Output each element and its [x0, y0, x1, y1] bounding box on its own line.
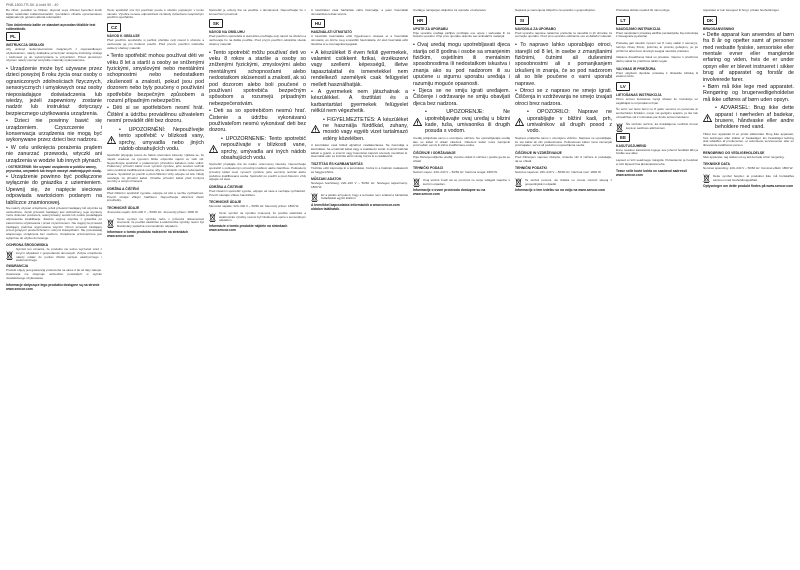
section-heading: ÚDRŽBA A ČIŠTĚNÍ [107, 186, 139, 191]
body-text: Vaikams draudžiama žaisti su prietaisu. Valymo ir priežiūros darbų vaikai be priežiūros atlikti negali. [616, 55, 698, 63]
language-code-badge: HR [413, 16, 427, 25]
body-text: Napravo priključite samo v ozemljeno vtičnico. Naprave ne uporabljajte, če sta kabel ali vtič poškodovana. Poškodovan kabel mora zamenjati proizvajalec, servis ali podobno usposobljena oseba. [515, 135, 612, 148]
safety-paragraph: • A készüléket 8 éven felüli gyermekek, valamint csökkent fizikai, érzékszervi vagy szellemi képességű, illetve tapasztalattal és ismeretekkel nem rendelkező személyek csak felügyelet mellett használhatják. [311, 49, 408, 88]
section-heading: TISZTÍTÁS ÉS KARBANTARTÁS [311, 162, 363, 167]
language-section-header [616, 82, 698, 91]
section-heading: VALYMAS IR PRIEŽIŪRA [616, 66, 656, 71]
warning-triangle-icon [107, 136, 116, 144]
warning-text: • UPOZORNENIE: Tento spotrebič nepoužívajte v blízkosti vane, sprchy, umývadla ani iných nádob obsahujúcich vodu. [221, 135, 306, 162]
body-text: Enne seadme kasutamist lugege see juhend hoolikalt läbi ja hoidke see alles. [616, 147, 698, 156]
language-code-badge: PL [6, 32, 20, 41]
manual-column-4 [311, 9, 408, 566]
language-code-badge: LV [616, 82, 630, 91]
disposal-notice [107, 218, 204, 229]
section-heading: RENGØRING OG VEDLIGEHOLDELSE [703, 150, 765, 155]
disposal-text: Ovaj simbol znači da se proizvod ne smije odlagati zajedno s kućnim otpadom. [423, 177, 510, 186]
bold-note: A termékkel kapcsolatos információk a www.sencor.com oldalon találhatók. [311, 202, 400, 211]
bold-note: • OSTRZEŻENIE: Nie używać urządzenia w pobliżu wanny, prysznica, umywalek lub innych naczyń zawierających wodę. [6, 165, 102, 174]
section-heading: TECHNICKÉ ÚDAJE [107, 206, 140, 211]
body-text: Pred uporabo naprave natančno preberite ta navodila in jih shranite za poznejšo uporabo. Pred prvo uporabo odstranite ves embalažni material. [515, 30, 612, 39]
warning-notice [107, 126, 204, 154]
warning-text: • OPOZORILO: Naprave ne uporabljajte v bližini kadi, prh, umivalnikov ali drugih posod z vodo. [527, 109, 612, 135]
crossed-out-wheelie-bin-icon [515, 178, 522, 187]
language-section-header [413, 16, 510, 25]
safety-paragraph: • Børn må ikke lege med apparatet. Rengøring og brugervedligeholdelse må ikke udføres af børn uden opsyn. [703, 83, 794, 103]
body-text: Uređaj priključujte samo u uzemljenu utičnicu. Ne upotrebljavajte uređaj ako su kabel ili utikač oštećeni. Oštećeni kabel mora zamijeniti proizvođač, servis ili slično kvalificirana osoba. [413, 135, 510, 148]
body-text: Apparatet er kun beregnet til brug i private husholdninger. [703, 9, 780, 12]
warning-text: • ADVARSEL: Brug ikke dette apparat i nærheden af badekar, brusere, håndvaske eller andre beholdere med vand. [715, 105, 794, 131]
section-heading: INSTRUKCJA OBSŁUGI [6, 43, 45, 48]
disposal-text: Ez a jelölés azt jelenti, hogy a terméket nem szabad a háztartási hulladékkal együtt kidobni. [321, 192, 408, 201]
warning-notice [311, 116, 408, 144]
disposal-text: Tento symbol na výrobku znamená, že použité elektrické a elektronické výrobky nesmú byť likvidované spolu s komunálnym odpadom. [219, 211, 306, 223]
disposal-notice [209, 212, 306, 223]
language-code-badge: LT [616, 16, 630, 25]
warning-triangle-icon [413, 118, 422, 126]
body-text: Spotrebič je určený iba na použitie v domácnosti. Nepoužívajte ho v komerčnom prostredí. [209, 9, 306, 16]
language-section-header [703, 16, 794, 25]
body-text: Produkt objęty jest gwarancją producenta na okres 2 lat od daty zakupu. Gwarancja nie obejmuje uszkodzeń powstałych w wyniku niewłaściwego użytkowania. [6, 268, 102, 280]
safety-paragraph: • Otroci se z napravo ne smejo igrati. Čiščenja in vzdrževanja ne smejo izvajati otroci brez nadzora. [515, 87, 612, 107]
body-text: Pirms ierīces lietošanas rūpīgi izlasiet šo instrukciju un saglabājiet to turpmākai uzziņai. [616, 97, 698, 105]
section-heading: GWARANCJA [6, 264, 29, 269]
language-code-badge: DK [703, 16, 717, 25]
body-text: Tisztítás előtt kapcsolja ki a készüléket, húzza ki a hálózati csatlakozót és hagyja kihűlni. [311, 166, 408, 174]
language-code-badge: CZ [107, 23, 121, 32]
crossed-out-wheelie-bin-icon [209, 213, 216, 222]
warning-notice [413, 108, 510, 136]
disposal-text: Šis simbols nozīmē, ka izstrādājumu nedrīkst izmest kopā ar sadzīves atkritumiem. [626, 122, 698, 131]
safety-paragraph: • Djeca se ne smiju igrati uređajem. Čišćenje i održavanje ne smiju obavljati djeca bez nadzora. [413, 87, 510, 107]
body-text: Sluk apparatet, tag stikket ud og lad det køle af før rengøring. [703, 154, 785, 159]
warning-notice [209, 135, 306, 163]
disposal-text: Ta simbol pomeni, da izdelka ne smete odvreči skupaj z gospodinjskimi odpadki. [525, 177, 612, 186]
warning-triangle-icon [703, 114, 712, 122]
body-text: Spotrebič pripájajte iba do riadne uzemnenej zásuvky. Nepoužívajte spotrebič s poškodeným prívodným káblom alebo zástrčkou. Poškodený prívodný kábel musí vymeniť výrobca, jeho servisný technik alebo podobne kvalifikovaná osoba. Spotrebič po použití a pred čistením vždy odpojte od siete. [209, 162, 306, 182]
body-text: A készüléket csak háztartási célra használja, a jelen használati útmutatóban leírtak szerint. [311, 9, 408, 16]
section-heading: UPUTE ZA UPORABU [413, 26, 448, 31]
language-section-header [6, 32, 102, 41]
crossed-out-wheelie-bin-icon [6, 251, 13, 260]
bold-note: Tüm ürünlerimiz kalite ve standart açısından titizlikle test edilmektedir. [6, 23, 96, 32]
safety-paragraph: • Dette apparat kan anvendes af børn fra 8 år og opefter samt af personer med nedsatte fysiske, sensoriske eller mentale evner eller manglende erfaring og viden, hvis de er under opsyn eller er blevet instrueret i sikker brug af apparatet og forstår de involverede farer. [703, 31, 794, 83]
body-text: Névleges feszültség: 220–240 V ~ 50/60 Hz. Névleges teljesítmény: 1800 W. [311, 181, 408, 190]
disposal-notice [515, 178, 612, 187]
body-text: Prieš naudodami prietaisą atidžiai perskaitykite šią instrukciją ir išsaugokite ją ateičiai. [616, 30, 698, 39]
disposal-notice [616, 123, 698, 132]
section-heading: TEHNIČKI PODACI [413, 166, 444, 171]
body-text: Nominel spænding: 220–240 V ~ 50/60 Hz. Nominel effekt: 1800 W. [703, 166, 794, 171]
section-heading: HASZNÁLATI ÚTMUTATÓ [311, 30, 352, 35]
language-section-header [616, 133, 698, 142]
safety-paragraph: • Ovaj uređaj mogu upotrebljavati djeca starija od 8 godina i osobe sa smanjenim fizičkim, osjetilnim ili mentalnim sposobnostima ili nedostatkom iskustva i znanja ako su pod nadzorom ili su upućene u sigurnu uporabu uređaja i razumiju moguće opasnosti. [413, 42, 510, 87]
body-text: Bu cihaz, çocuklar ve fiziksel, duyusal veya zihinsel becerileri kısıtlı kişiler tarafından kullanılmamalıdır. Çocukların cihazla oynamamasını sağlamak için gözetim altında tutulmalıdır. [6, 9, 102, 20]
manual-column-6 [515, 9, 612, 566]
body-text: Prije čišćenja isključite uređaj, izvucite utikač iz utičnice i pustite ga da se ohladi. [413, 154, 510, 163]
body-text: Před čištěním spotřebič vypněte, odpojte od sítě a nechte vychladnout. Povrch otírejte vlhkým hadříkem. Nepoužívejte abrazivní čisticí prostředky. [107, 190, 204, 203]
body-text: Prietaisas skirtas naudoti tik namų ūkyje. [616, 9, 671, 12]
body-text: Tento spotřebič smí být používán pouze k účelům popsaným v tomto návodu. Výrobce nenese odpovědnost za škody způsobené nesprávným použitím spotřebiče. [107, 9, 204, 20]
section-heading: TEKNISKE DATA [703, 162, 730, 167]
body-text: Spotřebič připojujte pouze do řádně uzemněné zásuvky. Ujistěte se, že napětí uvedené na typovém štítku odpovídá napětí ve vaší síti. Nepoužívejte spotřebič s poškozeným přívodním kabelem nebo vidlicí. Poškozený přívodní kabel musí vyměnit výrobce, jeho servisní technik nebo podobně kvalifikovaná osoba, aby se zabránilo vzniku nebezpečné situace. Spotřebič po použití a před čištěním vždy odpojte od sítě. Nikdy netahejte za přívodní kabel. Chraňte přívodní kabel před horkými povrchy a ostrými hranami. [107, 153, 204, 184]
bold-note: Informace o tomto produktu naleznete na stránkách www.sencor.com [107, 229, 189, 238]
section-heading: TECHNICKÉ ÚDAJE [209, 200, 242, 205]
body-text: Menovité napätie: 220–240 V ~ 50/60 Hz. Menovitý príkon: 1800 W. [209, 204, 299, 209]
section-heading: KASUTUSJUHEND [616, 143, 647, 148]
crossed-out-wheelie-bin-icon [616, 123, 623, 132]
safety-paragraph: • Tento spotrebič môžu používať deti vo veku 8 rokov a staršie a osoby so zníženými fyzickými, zmyslovými alebo mentálnymi schopnosťami alebo nedostatkom skúseností a znalostí, ak sú pod dozorom alebo boli poučené o používaní spotrebiča bezpečným spôsobom a rozumejú prípadným nebezpečenstvám. [209, 49, 306, 107]
manual-column-1 [6, 9, 102, 566]
warning-notice [515, 108, 612, 136]
warning-triangle-icon [515, 118, 524, 126]
body-text: Uređaj je namijenjen isključivo za uporabu u kućanstvu. [413, 9, 487, 12]
disposal-text: Dette symbol betyder, at produktet ikke må bortskaffes sammen med husholdningsaffald. [713, 173, 794, 182]
safety-paragraph: • Deti sa so spotrebičom nesmú hrať. Čistenie a údržbu vykonávanú používateľom nesmú vykonávať deti bez dozoru. [209, 108, 306, 134]
safety-paragraph: • Urządzenie powinno być podłączone wyłącznie do gniazdka z uziemieniem. Upewnij się, że napięcie sieciowe odpowiada wartościom podanym na tabliczce znamionowej. [6, 174, 102, 206]
body-text: Šo ierīci var lietot bērni no 8 gadu vecuma un personas ar ierobežotām fiziskām, maņu vai garīgām spējām, ja tās tiek uzraudzītas vai ir instruētas par drošu ierīces lietošanu. [616, 107, 698, 119]
language-code-badge: SI [515, 16, 529, 25]
warning-triangle-icon [209, 145, 218, 153]
section-heading: NÁVOD NA OBSLUHU [209, 30, 245, 35]
language-section-header [515, 16, 612, 25]
body-text: Pred použitím spotrebiča si starostlivo prečítajte celý návod na obsluhu a uschovajte ho na ďalšie použitie. Pred prvým použitím odstráňte všetok obalový materiál. [209, 34, 306, 46]
body-text: Před použitím spotřebiče si pečlivě přečtěte celý návod k obsluze a uschovejte jej pro budoucí použití. Před prvním použitím odstraňte veškerý obalový materiál. [107, 38, 204, 50]
body-text: Nie należy używać urządzenia, jeżeli przewód zasilający lub wtyczka są uszkodzone. Jeżeli przewód zasilający jest uszkodzony, jego wymiany może dokonać producent, autoryzowany serwis lub osoba posiadająca odpowiednie kwalifikacje. Zawsze wyjmuj wtyczkę z gniazdka po zakończeniu użytkowania i przed czyszczeniem. Nie ciągnij za przewód zasilający podczas wyjmowania wtyczki. Chroń przewód zasilający przed gorącymi powierzchniami i ostrymi krawędziami. Nie pozostawiaj włączonego urządzenia bez nadzoru. Urządzenie przeznaczone jest wyłącznie do użytku domowego. [6, 206, 102, 240]
section-heading: ČIŠĆENJE I ODRŽAVANJE [413, 150, 456, 155]
body-text: Nazivna napetost: 220–240 V ~ 50/60 Hz. Nazivna moč: 1800 W. [515, 170, 602, 175]
section-heading: OCHRONA ŚRODOWISKA [6, 243, 49, 248]
disposal-notice [6, 248, 102, 263]
safety-paragraph: • W celu uniknięcia porażenia prądem nie zanurzać przewodu, wtyczki ani urządzenia w wodzie lub innych płynach. [6, 144, 102, 164]
crossed-out-wheelie-bin-icon [413, 178, 420, 187]
body-text: Nazivni napon: 220–240 V ~ 50/60 Hz. Nazivna snaga: 1800 W. [413, 170, 498, 175]
crossed-out-wheelie-bin-icon [311, 193, 318, 202]
safety-paragraph: • Dzieci nie powinny bawić się urządzeniem. Czyszczenie i konserwacja urządzenia nie mogą być wykonywane przez dzieci bez nadzoru. [6, 118, 102, 144]
body-text: Prije uporabe uređaja pažljivo pročitajte ove upute i sačuvajte ih za buduću uporabu. Prije prve uporabe uklonite sav ambalažni materijal. [413, 30, 510, 39]
warning-text: • FIGYELMEZTETÉS: A készüléket ne használja fürdőkád, zuhany, mosdó vagy egyéb vizet tartalmazó edény közelében. [323, 116, 408, 142]
body-text: Prietaisą gali naudoti vyresni nei 8 metų vaikai ir asmenys, turintys ribotų fizinių, jutiminių ar protinių gebėjimų, jei jie prižiūrimi arba buvo išmokyti saugiai naudotis prietaisu. [616, 41, 698, 53]
warning-text: • UPOZORENJE: Ne upotrebljavajte ovaj uređaj u blizini kade, tuša, umivaonika ili drugih posuda s vodom. [425, 109, 510, 135]
safety-paragraph: • To napravo lahko uporabljajo otroci, starejši od 8 let, in osebe z zmanjšanimi fizičnimi, čutnimi ali duševnimi sposobnostmi ali s pomanjkanjem izkušenj in znanja, če so pod nadzorom ali so bile poučene o varni uporabi naprave. [515, 42, 612, 87]
warning-triangle-icon [311, 125, 320, 133]
language-code-badge: EE [616, 133, 630, 142]
body-text: Pred čiščenjem napravo izklopite, izvlecite vtič iz vtičnice in počakajte, da se ohladi. [515, 154, 612, 163]
manual-column-8 [703, 9, 794, 566]
language-code-badge: HU [311, 19, 325, 28]
language-section-header [209, 19, 306, 28]
bold-note: Informácie o tomto produkte nájdete na stránkach www.sencor.com [209, 224, 288, 233]
section-heading: NAVODILA ZA UPORABO [515, 26, 556, 31]
manual-column-5 [413, 9, 510, 566]
bold-note: Teave selle toote kohta on saadaval aadressil www.sencor.com [616, 169, 688, 178]
section-heading: NÁVOD K OBSLUZE [107, 34, 140, 39]
manual-column-7 [616, 9, 698, 566]
section-heading: ČIŠČENJE IN VZDRŽEVANJE [515, 150, 562, 155]
disposal-notice [413, 178, 510, 187]
body-text: Prieš valydami išjunkite prietaisą ir ištraukite kištuką iš elektros lizdo. [616, 70, 698, 79]
manual-column-2 [107, 9, 204, 566]
body-text: Tilslut kun apparatet til en jordet stikkontakt. Brug ikke apparatet, hvis ledningen eller stikket er beskadiget. En beskadiget ledning skal udskiftes af producenten, et autoriseret servicecenter eller en tilsvarende kvalificeret person. [703, 131, 794, 147]
manual-column-3 [209, 9, 306, 566]
section-heading: LIETOŠANAS INSTRUKCIJA [616, 93, 662, 98]
section-heading: BRUGSANVISNING [703, 26, 735, 31]
page-header-print-info: PNB-1800-TR-SK-U.indd 90 - 40 [6, 3, 59, 7]
disposal-notice [311, 193, 408, 202]
safety-paragraph: • A gyermekek nem játszhatnak a készülékkel. A tisztítást és a karbantartást gyermekek felügyelet nélkül nem végezhetik. [311, 88, 408, 115]
body-text: Aby uniknąć niebezpieczeństw związanych z nieprawidłowym użytkowaniem, należy dokładnie przeczytać niniejszą instrukcję obsługi i zachować ją do wykorzystania w przyszłości. Przed pierwszym użyciem należy usunąć wszystkie materiały opakowaniowe. [6, 47, 102, 63]
manual-columns [6, 9, 796, 566]
disposal-notice [703, 174, 794, 183]
bold-note: Informacije o ovom proizvodu dostupne su na www.sencor.com [413, 188, 486, 197]
crossed-out-wheelie-bin-icon [107, 219, 114, 228]
warning-notice [703, 104, 794, 132]
safety-paragraph: • Urządzenie może być używane przez dzieci powyżej 8 roku życia oraz osoby o ograniczonych zdolnościach fizycznych, sensorycznych i umysłowych oraz osoby nieposiadające doświadczenia lub wiedzy, jeżeli zapewniony zostanie nadzór lub instruktaż dotyczący bezpiecznego użytkowania urządzenia. [6, 65, 102, 117]
body-text: Jmenovité napětí: 220–240 V ~ 50/60 Hz. Jmenovitý příkon: 1800 W. [107, 210, 199, 215]
section-heading: NAUDOJIMO INSTRUKCIJA [616, 26, 661, 31]
disposal-text: Tento symbol na výrobku nebo v průvodní dokumentaci znamená, že použité elektrické a elektronické výrobky nesmí být likvidovány společně s komunálním odpadem. [117, 216, 204, 229]
bold-note: Informacje dotyczące tego produktu dostępne są na stronie www.sencor.com [6, 283, 100, 292]
body-text: A készüléket csak földelt aljzathoz csatlakoztassa. Ne használja a készüléket, ha a hálózati kábel vagy a csatlakozó sérült. A sérült hálózati kábelt a gyártó, a szerviz vagy hasonlóan képzett személy cserélheti ki. Használat után és tisztítás előtt mindig húzza ki a csatlakozót. [311, 143, 408, 159]
language-section-header [107, 23, 204, 32]
safety-paragraph: • Tento spotřebič mohou používat děti ve věku 8 let a starší a osoby se sníženými fyzickými, smyslovými nebo mentálními schopnostmi nebo nedostatkem zkušeností a znalostí, pokud jsou pod dozorem nebo byly poučeny o používání spotřebiče bezpečným způsobem a rozumí případným nebezpečím. [107, 53, 204, 105]
disposal-text: Symbol ten oznacza, że produktu nie wolno wyrzucać wraz z innymi odpadami z gospodarstw domowych. Zużyte urządzenie należy oddać do punktu zbiórki sprzętu elektrycznego i elektronicznego. [16, 247, 102, 263]
bold-note: Oplysninger om dette produkt findes på www.sencor.com [703, 184, 794, 189]
body-text: Lapsed ei tohi seadmega mängida. Puhastamist ja hooldust ei tohi lapsed ilma järelevalveta teha. [616, 157, 698, 166]
body-text: Naprava je namenjena izključno za uporabo v gospodinjstvu. [515, 9, 596, 12]
section-heading: TEHNIČNI PODATKI [515, 166, 547, 171]
language-section-header [311, 19, 408, 28]
safety-paragraph: • Děti si se spotřebičem nesmí hrát. Čištění a údržbu prováděnou uživatelem nesmí provádět děti bez dozoru. [107, 105, 204, 125]
warning-text: • UPOZORNĚNÍ: Nepoužívejte tento spotřebič v blízkosti vany, sprchy, umyvadla nebo jiných nádob obsahujících vodu. [119, 126, 204, 152]
bold-note: Informacije o tem izdelku so na voljo na www.sencor.com [515, 188, 606, 193]
section-heading: ÚDRŽBA A ČISTENIE [209, 184, 243, 189]
body-text: Pred čistením spotrebič vypnite, odpojte od siete a nechajte vychladnúť. Povrch utierajte vlhkou handričkou. [209, 188, 306, 197]
crossed-out-wheelie-bin-icon [703, 174, 710, 183]
body-text: A készülék használata előtt figyelmesen olvassa el a használati útmutatót, és őrizze meg a későbbi használatra. Az első használat előtt távolítsa el a csomagolóanyagokat. [311, 34, 408, 46]
language-code-badge: SK [209, 19, 223, 28]
language-section-header [616, 16, 698, 25]
section-heading: MŰSZAKI ADATOK [311, 177, 342, 182]
